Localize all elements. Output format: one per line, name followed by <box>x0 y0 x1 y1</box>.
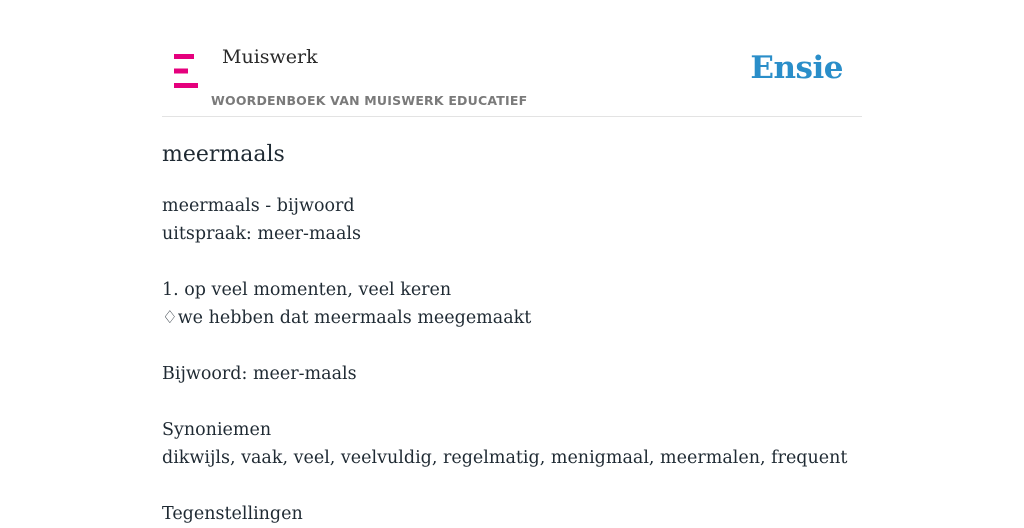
hyphenation-line: Bijwoord: meer-maals <box>162 364 357 384</box>
entry-body <box>162 192 862 528</box>
brand-subtitle: WOORDENBOEK VAN MUISWERK EDUCATIEF <box>211 93 528 108</box>
blank-line <box>162 332 862 360</box>
entry-content <box>162 138 862 528</box>
blank-line <box>162 248 862 276</box>
muiswerk-logo-icon[interactable] <box>172 54 200 88</box>
synonyms-list: dikwijls, vaak, veel, veelvuldig, regelmatig, menigmaal, meermalen, frequent <box>162 448 848 468</box>
pronunciation-line: uitspraak: meer-maals <box>162 224 362 244</box>
header <box>162 0 862 117</box>
antonyms-heading: Tegenstellingen <box>162 504 303 524</box>
definition-line: 1. op veel momenten, veel keren <box>162 280 452 300</box>
word-class-line: meermaals - bijwoord <box>162 196 355 216</box>
blank-line <box>162 388 862 416</box>
entry-title: meermaals <box>162 142 285 167</box>
synonyms-heading: Synoniemen <box>162 420 272 440</box>
example-line: ♢we hebben dat meermaals meegemaakt <box>162 308 532 328</box>
ensie-logo-link[interactable]: Ensie <box>750 50 843 86</box>
blank-line <box>162 472 862 500</box>
brand-name[interactable]: Muiswerk <box>222 46 318 68</box>
